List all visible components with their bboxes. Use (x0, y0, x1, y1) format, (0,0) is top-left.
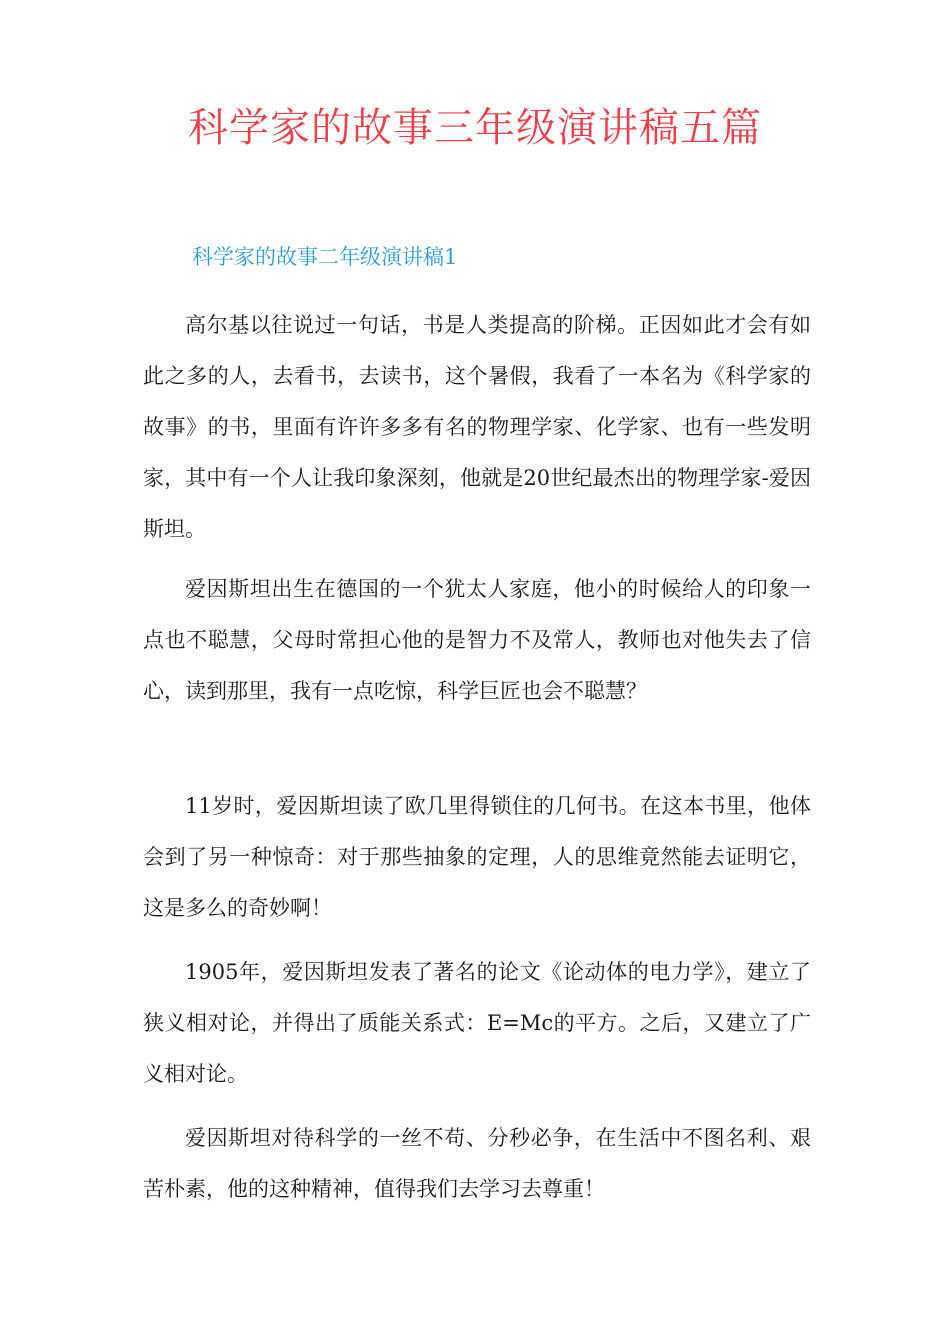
section-heading: 科学家的故事二年级演讲稿1 (192, 245, 458, 269)
paragraph-4: 1905年，爱因斯坦发表了著名的论文《论动体的电力学》，建立了狭义相对论，并得出了质能关系式：E=Mc的平方。之后，又建立了广义相对论。 (143, 960, 811, 1086)
paragraph-1: 高尔基以往说过一句话，书是人类提高的阶梯。正因如此才会有如此之多的人，去看书，去读书，这个暑假，我看了一本名为《科学家的故事》的书，里面有许许多多有名的物理学家、化学家、也有一些发明家，其中有一个人让我印象深刻，他就是20世纪最杰出的物理学家-爱因斯坦。 (143, 313, 811, 541)
paragraph-2: 爱因斯坦出生在德国的一个犹太人家庭，他小的时候给人的印象一点也不聪慧，父母时常担心他的是智力不及常人，教师也对他失去了信心，读到那里，我有一点吃惊，科学巨匠也会不聪慧？ (143, 577, 811, 703)
paragraph-3: 11岁时，爱因斯坦读了欧几里得锁住的几何书。在这本书里，他体会到了另一种惊奇：对于那些抽象的定理，人的思维竟然能去证明它，这是多么的奇妙啊！ (143, 794, 811, 920)
document-title: 科学家的故事三年级演讲稿五篇 (188, 105, 762, 151)
paragraph-5: 爱因斯坦对待科学的一丝不苟、分秒必争，在生活中不图名利、艰苦朴素，他的这种精神，值得我们去学习去尊重！ (143, 1126, 811, 1201)
